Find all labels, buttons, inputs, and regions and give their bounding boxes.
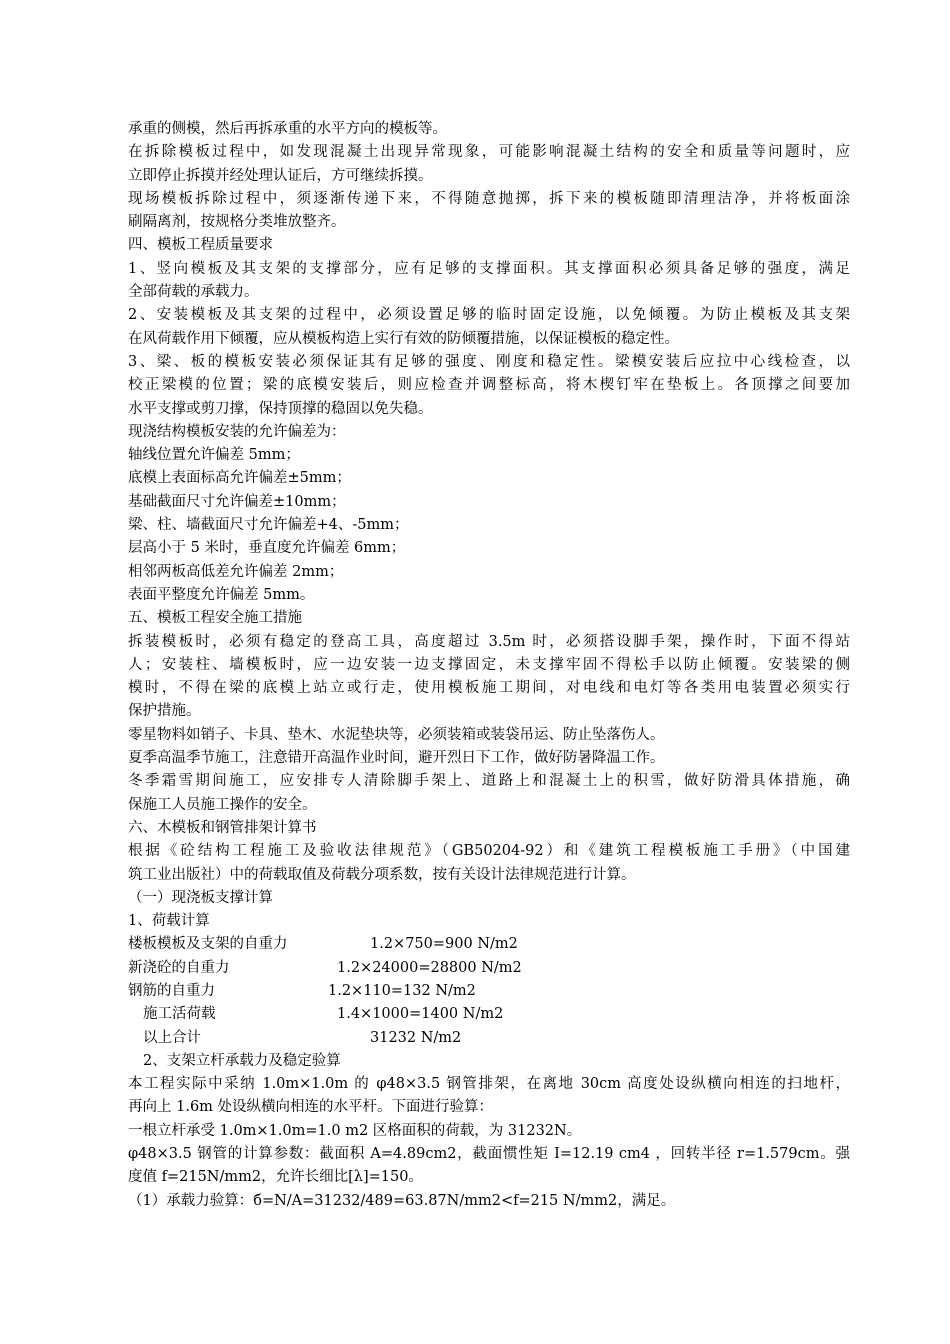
subsection-heading: 1、荷载计算 bbox=[128, 913, 210, 930]
section-heading: 五、模板工程安全施工措施 bbox=[128, 610, 302, 627]
text-line: 模时，不得在梁的底模上站立或行走，使用模板施工期间，对电线和电灯等各类用电装置必须实行 bbox=[128, 680, 850, 697]
text-line: 1、竖向模板及其支架的支撑部分，应有足够的支撑面积。其支撑面积必须具备足够的强度，满足 bbox=[128, 260, 850, 277]
text-line: 保护措施。 bbox=[128, 703, 201, 720]
text-line: φ48×3.5 钢管的计算参数：截面积 A=4.89cm2，截面惯性矩 I=12.19 cm4 ，回转半径 r=1.579cm。强 bbox=[128, 1146, 850, 1163]
text-line: 立即停止拆摸并经处理认证后，方可继续拆摸。 bbox=[128, 167, 433, 184]
section-heading: 六、木模板和钢管排架计算书 bbox=[128, 819, 317, 836]
text-line: 筑工业出版社）中的荷载取值及荷载分项系数，按有关设计法律规范进行计算。 bbox=[128, 866, 636, 883]
tolerance-item: 层高小于 5 米时，垂直度允许偏差 6mm； bbox=[128, 540, 406, 557]
text-line: 承重的侧模，然后再拆承重的水平方向的模板等。 bbox=[128, 121, 447, 137]
text-line: 度值 f=215N/mm2，允许长细比[λ]=150。 bbox=[128, 1169, 423, 1186]
text-line: 保施工人员施工操作的安全。 bbox=[128, 796, 317, 813]
load-label: 以上合计 bbox=[143, 1029, 201, 1046]
load-row bbox=[128, 933, 850, 956]
text-line: 在拆除模板过程中，如发现混凝土出现异常现象，可能影响混凝土结构的安全和质量等问题时，应 bbox=[128, 144, 850, 161]
load-row bbox=[128, 980, 850, 1003]
text-line: 在风荷载作用下倾覆，应从模板构造上实行有效的防倾覆措施，以保证模板的稳定性。 bbox=[128, 330, 679, 347]
text-line: （1）承载力验算：б=N/A=31232/489=63.87N/mm2<f=215 N/mm2，满足。 bbox=[128, 1192, 676, 1209]
subsection-heading: （一）现浇板支撑计算 bbox=[128, 889, 273, 906]
subsection-heading: 2、支架立杆承载力及稳定验算 bbox=[143, 1052, 341, 1069]
text-line: 夏季高温季节施工，注意错开高温作业时间，避开烈日下工作，做好防暑降温工作。 bbox=[128, 750, 665, 767]
text-line: 本工程实际中采纳 1.0m×1.0m 的 φ48×3.5 钢管排架，在离地 30cm 高度处设纵横向相连的扫地杆， bbox=[128, 1076, 850, 1093]
text-line: 校正梁模的位置；梁的底模安装后，则应检查并调整标高，将木楔钉牢在垫板上。各顶撑之间要加 bbox=[128, 377, 850, 394]
load-label: 楼板模板及支架的自重力 bbox=[128, 936, 288, 953]
tolerance-item: 相邻两板高低差允许偏差 2mm； bbox=[128, 563, 344, 580]
load-value: 1.4×1000=1400 N/m2 bbox=[337, 1006, 504, 1023]
text-line: 零星物料如销子、卡具、垫木、水泥垫块等，必须装箱或装袋吊运、防止坠落伤人。 bbox=[128, 726, 665, 743]
section-heading: 四、模板工程质量要求 bbox=[128, 237, 273, 254]
load-row bbox=[128, 957, 850, 980]
text-line: 现浇结构模板安装的允许偏差为： bbox=[128, 423, 346, 440]
tolerance-item: 基础截面尺寸允许偏差±10mm； bbox=[128, 493, 346, 510]
tolerance-item: 轴线位置允许偏差 5mm； bbox=[128, 447, 300, 464]
text-line: 刷隔离剂，按规格分类堆放整齐。 bbox=[128, 214, 346, 231]
load-label: 钢筋的自重力 bbox=[128, 982, 215, 999]
document-body bbox=[128, 118, 850, 1213]
tolerance-item: 底模上表面标高允许偏差±5mm； bbox=[128, 470, 351, 487]
text-line: 现场模板拆除过程中，须逐渐传递下来，不得随意抛掷，拆下来的模板随即清理洁净，并将板面涂 bbox=[128, 190, 850, 207]
load-value: 1.2×750=900 N/m2 bbox=[370, 936, 518, 953]
load-value: 1.2×110=132 N/m2 bbox=[328, 982, 476, 999]
text-line: 全部荷载的承载力。 bbox=[128, 284, 259, 301]
load-row-total bbox=[128, 1027, 850, 1050]
text-line: 一根立杆承受 1.0m×1.0m=1.0 m2 区格面积的荷载，为 31232N。 bbox=[128, 1122, 582, 1139]
text-line: 根据《砼结构工程施工及验收法律规范》（GB50204-92）和《建筑工程模板施工手册》（中国建 bbox=[128, 843, 850, 860]
text-line: 3、梁、板的模板安装必须保证其有足够的强度、刚度和稳定性。梁模安装后应拉中心线检查，以 bbox=[128, 353, 850, 370]
load-label: 施工活荷载 bbox=[143, 1006, 216, 1023]
load-label: 新浇砼的自重力 bbox=[128, 959, 230, 976]
load-value: 1.2×24000=28800 N/m2 bbox=[337, 959, 522, 976]
load-value: 31232 N/m2 bbox=[370, 1029, 462, 1046]
text-line: 2、安装模板及其支架的过程中，必须设置足够的临时固定设施，以免倾覆。为防止模板及其支架 bbox=[128, 307, 850, 324]
load-row bbox=[128, 1003, 850, 1026]
text-line: 拆装模板时，必须有稳定的登高工具，高度超过 3.5m 时，必须搭设脚手架，操作时，下面不得站 bbox=[128, 633, 850, 650]
tolerance-item: 表面平整度允许偏差 5mm。 bbox=[128, 586, 315, 603]
text-line: 人；安装柱、墙模板时，应一边安装一边支撑固定，未支撑牢固不得松手以防止倾覆。安装梁的侧 bbox=[128, 656, 850, 673]
text-line: 水平支撑或剪刀撑，保持顶撑的稳固以免失稳。 bbox=[128, 400, 433, 417]
tolerance-item: 梁、柱、墙截面尺寸允许偏差+4、-5mm； bbox=[128, 517, 409, 534]
text-line: 再向上 1.6m 处设纵横向相连的水平杆。下面进行验算： bbox=[128, 1099, 494, 1116]
text-line: 冬季霜雪期间施工，应安排专人清除脚手架上、道路上和混凝土上的积雪，做好防滑具体措施，确 bbox=[128, 773, 850, 790]
